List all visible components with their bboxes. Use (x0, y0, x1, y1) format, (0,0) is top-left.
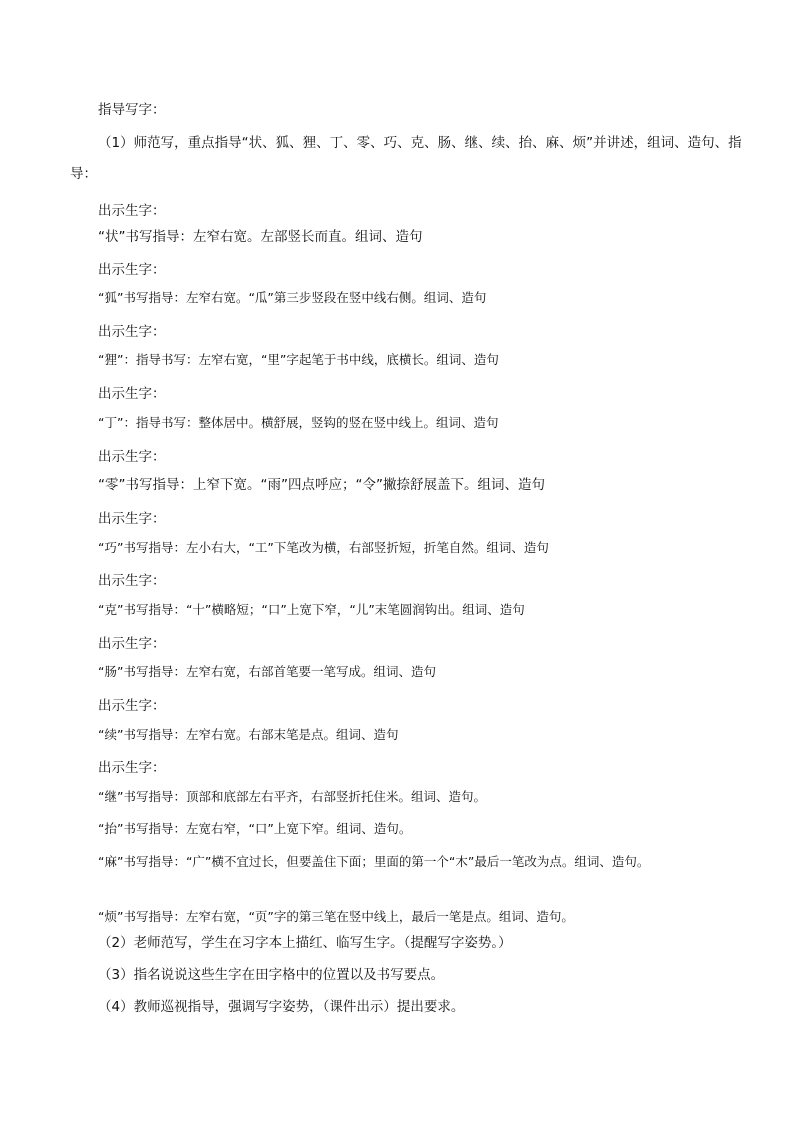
item-qiao: “巧”书写指导：左小右大，“工”下笔改为横，右部竖折短，折笔自然。组词、造句 (98, 540, 549, 555)
section-heading: 指导写字： (98, 102, 166, 118)
item-chang: “肠”书写指导：左窄右宽，右部首笔要一笔写成。组词、造句 (98, 664, 436, 679)
item-hu: “狐”书写指导：左窄右宽。“瓜”第三步竖段在竖中线右侧。组词、造句 (98, 290, 487, 305)
step-4-paragraph: （4）教师巡视指导，强调写字姿势，（课件出示）提出要求。 (98, 999, 465, 1015)
item-zhuang: “状”书写指导：左窄右宽。左部竖长而直。组词、造句 (98, 229, 423, 245)
item-ding: “丁”：指导书写：整体居中。横舒展，竖钩的竖在竖中线上。组词、造句 (98, 415, 499, 430)
show-label: 出示生字： (98, 449, 166, 465)
item-xu: “续”书写指导：左窄右宽。右部末笔是点。组词、造句 (98, 727, 399, 742)
show-label: 出示生字： (98, 636, 166, 652)
show-label: 出示生字： (98, 698, 166, 714)
show-label: 出示生字： (98, 573, 166, 589)
step-3-paragraph: （3）指名说说这些生字在田字格中的位置以及书写要点。 (98, 967, 445, 983)
item-ji: “继”书写指导：顶部和底部左右平齐，右部竖折托住米。组词、造句。 (98, 789, 486, 804)
item-ke: “克”书写指导：“十”横略短；“口”上宽下窄，“儿”末笔圆润钩出。组词、造句 (98, 602, 525, 617)
show-label: 出示生字： (98, 386, 166, 402)
show-label: 出示生字： (98, 511, 166, 527)
step-2-paragraph: （2）老师范写，学生在习字本上描红、临写生字。（提醒写字姿势。） (98, 935, 512, 951)
item-ling: “零”书写指导：上窄下宽。“雨”四点呼应；“令”撇捺舒展盖下。组词、造句 (98, 477, 545, 493)
show-label: 出示生字： (98, 262, 166, 278)
step-1-paragraph: （1）师范写，重点指导“状、狐、狸、丁、零、巧、克、肠、继、续、抬、麻、烦”并讲述，组词、造句、指导： (70, 135, 742, 182)
show-label: 出示生字： (98, 760, 166, 776)
show-label: 出示生字： (98, 203, 166, 219)
item-tai: “抬”书写指导：左宽右窄，“口”上宽下窄。组词、造句。 (98, 821, 412, 836)
item-li: “狸”：指导书写：左窄右宽，“里”字起笔于书中线，底横长。组词、造句 (98, 352, 499, 367)
item-ma: “麻”书写指导：“广”横不宜过长，但要盖住下面；里面的第一个“木”最后一笔改为点。组词、造句。 (98, 854, 650, 869)
item-fan: “烦”书写指导：左窄右宽，“页”字的第三笔在竖中线上，最后一笔是点。组词、造句。 (98, 909, 574, 924)
show-label: 出示生字： (98, 324, 166, 340)
